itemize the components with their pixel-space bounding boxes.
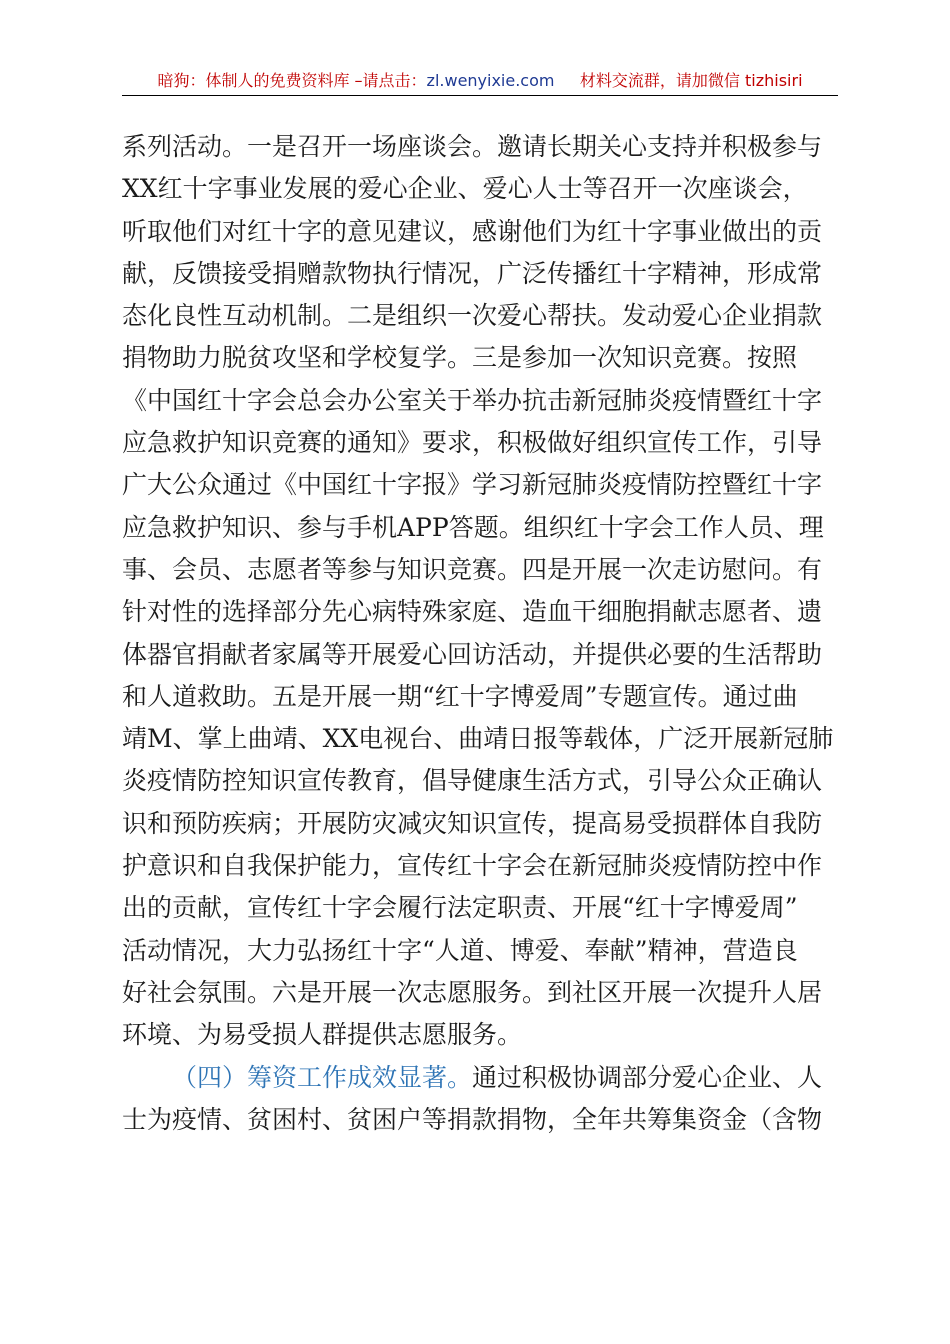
header-left-text: 暗狗：体制人的免费资料库 –请点击： xyxy=(157,71,427,90)
body-line: 靖M、掌上曲靖、XX电视台、曲靖日报等载体，广泛开展新冠肺 xyxy=(122,724,834,754)
body-line: 应急救护知识竞赛的通知》要求，积极做好组织宣传工作，引导 xyxy=(122,428,823,458)
body-line: 事、会员、志愿者等参与知识竞赛。四是开展一次走访慰问。有 xyxy=(122,554,823,584)
body-line: 好社会氛围。六是开展一次志愿服务。到社区开展一次提升人居 xyxy=(122,977,823,1007)
body-line: 应急救护知识、参与手机APP答题。组织红十字会工作人员、理 xyxy=(122,512,824,542)
body-line: 广大公众通过《中国红十字报》学习新冠肺炎疫情防控暨红十字 xyxy=(122,470,823,500)
header-divider xyxy=(122,95,838,96)
body-line: 系列活动。一是召开一场座谈会。邀请长期关心支持并积极参与 xyxy=(122,132,823,161)
body-line: 护意识和自我保护能力，宣传红十字会在新冠肺炎疫情防控中作 xyxy=(122,851,823,881)
body-line: 活动情况，大力弘扬红十字“人道、博爱、奉献”精神，营造良 xyxy=(122,935,798,965)
body-line: 针对性的选择部分先心病特殊家庭、造血干细胞捐献志愿者、遗 xyxy=(122,597,823,627)
body-line: XX红十字事业发展的爱心企业、爱心人士等召开一次座谈会， xyxy=(122,174,808,204)
body-line: 炎疫情防控知识宣传教育，倡导健康生活方式，引导公众正确认 xyxy=(122,766,823,796)
body-line: 体器官捐献者家属等开展爱心回访活动，并提供必要的生活帮助 xyxy=(122,639,823,669)
body-line: 环境、为易受损人群提供志愿服务。 xyxy=(122,1020,523,1050)
section-4-first-line xyxy=(122,1057,838,1099)
body-line: 态化良性互动机制。二是组织一次爱心帮扶。发动爱心企业捐款 xyxy=(122,301,823,331)
body-line: 捐物助力脱贫攻坚和学校复学。三是参加一次知识竞赛。按照 xyxy=(122,343,798,373)
header-right-text: 材料交流群，请加微信 tizhisiri xyxy=(579,71,803,90)
section-4-heading: （四）筹资工作成效显著。 xyxy=(172,1062,473,1092)
header-spacer xyxy=(554,71,579,90)
body-line: 《中国红十字会总会办公室关于举办抗击新冠肺炎疫情暨红十字 xyxy=(122,385,823,415)
body-line: 识和预防疾病；开展防灾减灾知识宣传，提高易受损群体自我防 xyxy=(122,808,823,838)
page-header xyxy=(122,70,838,94)
section-4-text: 通过积极协调部分爱心企业、人 xyxy=(472,1062,823,1092)
body-line: 听取他们对红十字的意见建议，感谢他们为红十字事业做出的贡 xyxy=(122,216,823,246)
body-line: 出的贡献，宣传红十字会履行法定职责、开展“红十字博爱周” xyxy=(122,893,798,923)
body-line: 士为疫情、贫困村、贫困户等捐款捐物，全年共筹集资金（含物 xyxy=(122,1104,823,1134)
document-body xyxy=(122,126,838,1141)
body-line: 和人道救助。五是开展一期“红十字博爱周”专题宣传。通过曲 xyxy=(122,681,798,711)
body-line: 献，反馈接受捐赠款物执行情况，广泛传播红十字精神，形成常 xyxy=(122,258,823,288)
header-url-link[interactable]: zl.wenyixie.com xyxy=(426,71,555,90)
